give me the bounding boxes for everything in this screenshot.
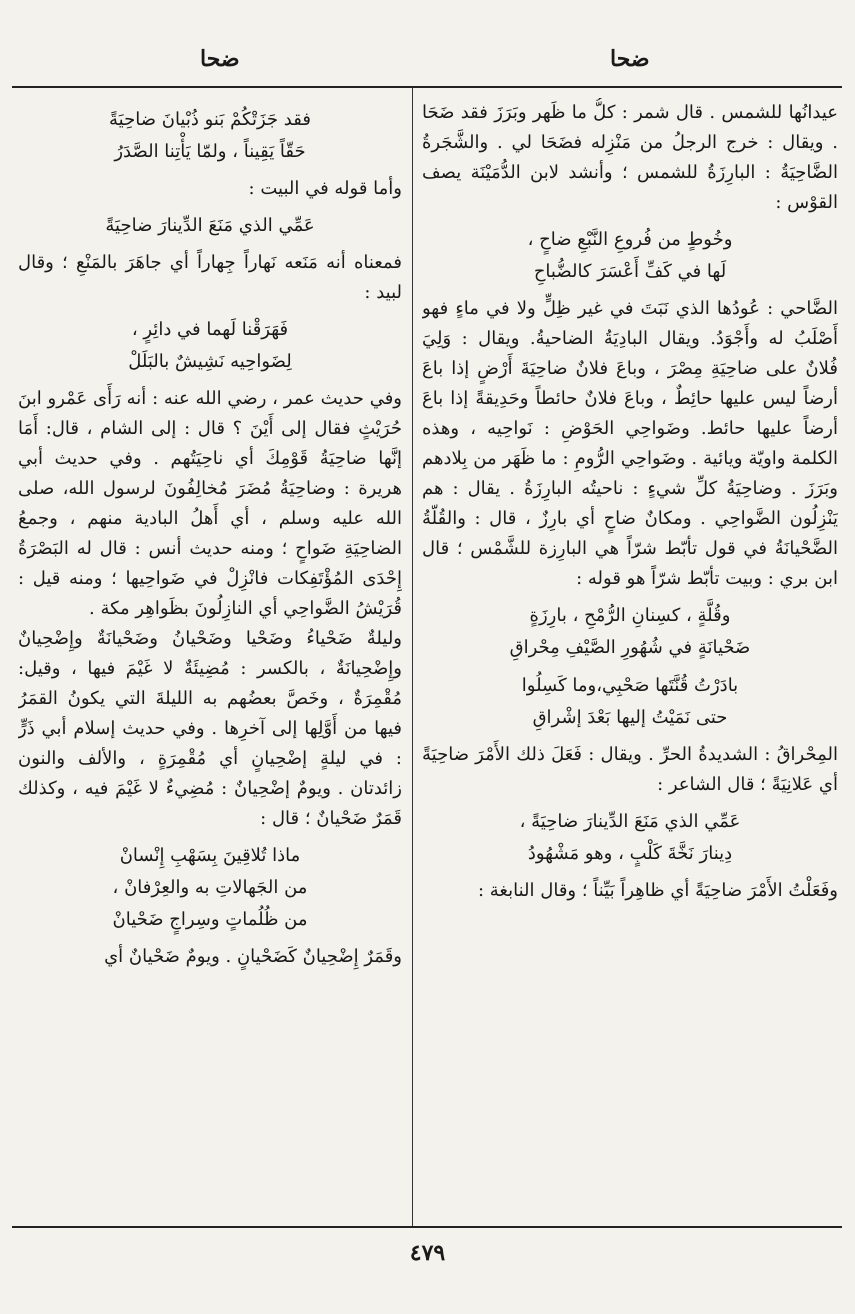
verse	[18, 314, 402, 378]
verse-line: بادَرْتُ قُنَّتَها صَحْبِي،وما كَسِلُوا	[521, 675, 739, 696]
paragraph: وأما قوله في البيت :	[248, 178, 402, 199]
paragraph: فمعناه أنه مَنَعه نَهاراً جِهاراً أي جاهَرَ بالمَنْعِ ؛ وقال لبيد :	[18, 252, 402, 303]
verse-line: ضَحْيانَةٍ في شُهُورِ الصَّيْفِ مِحْراقِ	[509, 637, 751, 658]
page-number: ٤٧٩	[409, 1240, 446, 1266]
verse-line: فقد جَزَتْكُمْ بَنو ذُبْيانَ ضاحِيَةً	[109, 109, 311, 130]
verse-line: حتى نَمَيْتُ إليها بَعْدَ إشْراقِ	[532, 707, 728, 728]
verse	[18, 104, 402, 168]
verse	[422, 600, 838, 664]
verse-line: وخُوطٍ من فُروعِ النَّبْعِ ضاحٍ ،	[527, 229, 733, 250]
verse-line: حَقّاً يَقِيناً ، ولمّا يَأْتِنا الصَّدَرُ	[114, 141, 306, 162]
verse	[18, 210, 402, 242]
paragraph: وقَمَرٌ إِضْحِيانٌ كَضَحْيانٍ . ويومٌ ضَحْيانٌ أي	[104, 946, 402, 967]
verse	[422, 806, 838, 870]
verse-line: لَها في كَفِّ أَعْسَرَ كالضُّباحِ	[533, 261, 727, 282]
left-column	[18, 98, 402, 1218]
running-head-left: ضحا	[200, 46, 240, 72]
verse-line: ماذا تُلاقِينَ بِسَهْبِ إِنْسانْ	[119, 845, 301, 866]
verse-line: وقُلَّةٍ ، كسِنانِ الرُّمْحِ ، بارِزَةٍ	[529, 605, 731, 626]
bottom-rule	[12, 1226, 842, 1228]
verse-line: من الجَهالاتِ به والعِرْفانْ ،	[112, 877, 308, 898]
verse	[422, 670, 838, 734]
verse-line: لِضَواحِيه نَشِيشٌ بالبَلَلْ	[128, 351, 292, 372]
verse-line: عَمِّي الذي مَنَعَ الدِّينارَ ضاحِيَةً	[105, 215, 315, 236]
verse-line: دِينارَ نَخَّةَ كَلْبٍ ، وهو مَشْهُودُ	[527, 843, 733, 864]
running-head-right: ضحا	[610, 46, 650, 72]
paragraph: المِحْراقُ : الشديدةُ الحرِّ . ويقال : فَعَلَ ذلك الأَمْرَ ضاحِيَةً أي عَلانِيَةً ؛ قال الشاعر :	[422, 744, 838, 795]
paragraph: وليلةٌ ضَحْياءُ وضَحْيا وضَحْيانُ وضَحْيانَةٌ وإِضْحِيانٌ وإِضْحِيانَةٌ ، بالكسر : مُضِيئَةٌ لا غَيْمَ فيها ، وقيل: مُقْمِرَةٌ ، وخَصَّ بعضُهم به الليلةَ التي يكونُ القمَرُ فيها من أَوَّلِها إلى آخرِها . وفي حديث إسلام أبي ذَرٍّ : في ليلةٍ إضْحِيانٍ أي مُقْمِرَةٍ ، والألف والنون زائدتان . ويومٌ إضْحِيانٌ : مُضِيءٌ لا غَيْمَ فيه ، وكذلك قَمَرٌ ضَحْيانٌ ؛ قال :	[18, 628, 402, 829]
top-rule	[12, 86, 842, 88]
paragraph: الضَّاحي : عُودُها الذي نَبَتَ في غير ظِلٍّ ولا في ماءٍ فهو أَصْلَبُ له وأَجْوَدُ. ويقال البادِيَةُ الضاحيةُ. ويقال : وَلِيَ فُلانٌ على ضاحِيَةِ مِصْرَ ، وباعَ فلانٌ ضاحِيَةَ أَرْضٍ إذا باعَ أرضاً ليس عليها حائِطٌ ، وباعَ فلانٌ حائطاً وحَدِيقةً إذا باعَ أرضاً عليها حائط. وضَواحِي الحَوْضِ : نَواحِيه ، وهذه الكلمة واويّة ويائية . وضَواحِي الرُّومِ : ما ظَهَر من بِلادهم وبَرَزَ . وضاحِيَةُ كلِّ شيءٍ : ناحيتُه البارِزَةُ . يقال : هم يَنْزِلُون الضَّواحِي . ومكانٌ ضاحٍ أي بارِزٌ ، قال : والقُلّةُ الضَّحْيانَةُ في قول تأبّط شرّاً هي البارِزة للشَّمْس ؛ قال ابن بري : وبيت تأبّط شرّاً هو قوله :	[422, 298, 838, 589]
verse-line: عَمِّي الذي مَنَعَ الدِّينارَ ضاحِيَةً ،	[519, 811, 741, 832]
verse	[422, 224, 838, 288]
paragraph: عيدانُها للشمس . قال شمر : كلُّ ما ظَهر وبَرَزَ فقد ضَحَا . ويقال : خرج الرجلُ من مَنْزِله فضَحَا لي . والشَّجَرةُ الضَّاحِيَةُ : البارِزَةُ للشمس ؛ وأنشد لابن الدُّمَيْنَة يصف القوْس :	[422, 102, 838, 213]
right-column	[422, 98, 838, 1218]
paragraph: وفي حديث عمر ، رضي الله عنه : أنه رَأَى عَمْرو ابنَ حُرَيْثٍ فقال إلى أَيْنَ ؟ قال : إلى الشام ، قال: أَمَا إنَّها ضاحِيَةُ قَوْمِكَ أي ناحِيَتُهم . وفي حديث أبي هريرة : وضاحِيَةُ مُضَرَ مُخالِفُونَ لرسول الله، صلى الله عليه وسلم ، أي أَهلُ البادية منهم ، وجمعُ الضاحِيَةِ ضَواحٍ ؛ ومنه حديث أنس : قال له البَصْرَةُ إِحْدَى المُؤْتَفِكات فانْزِلْ في ضَواحِيها ؛ ومنه قيل : قُرَيْشُ الضَّواحِي أي النازِلُونَ بظَواهِر مكة .	[18, 388, 402, 619]
verse	[18, 840, 402, 936]
column-divider	[412, 88, 413, 1226]
verse-line: من ظُلُماتٍ وسِراجٍ ضَحْيانْ	[112, 909, 308, 930]
paragraph: وفَعَلْتُ الأَمْرَ ضاحِيَةً أي ظاهِراً بَيِّناً ؛ وقال النابغة :	[478, 880, 838, 901]
verse-line: فَهَرَقْنا لَهما في دائِرٍ ،	[131, 319, 289, 340]
